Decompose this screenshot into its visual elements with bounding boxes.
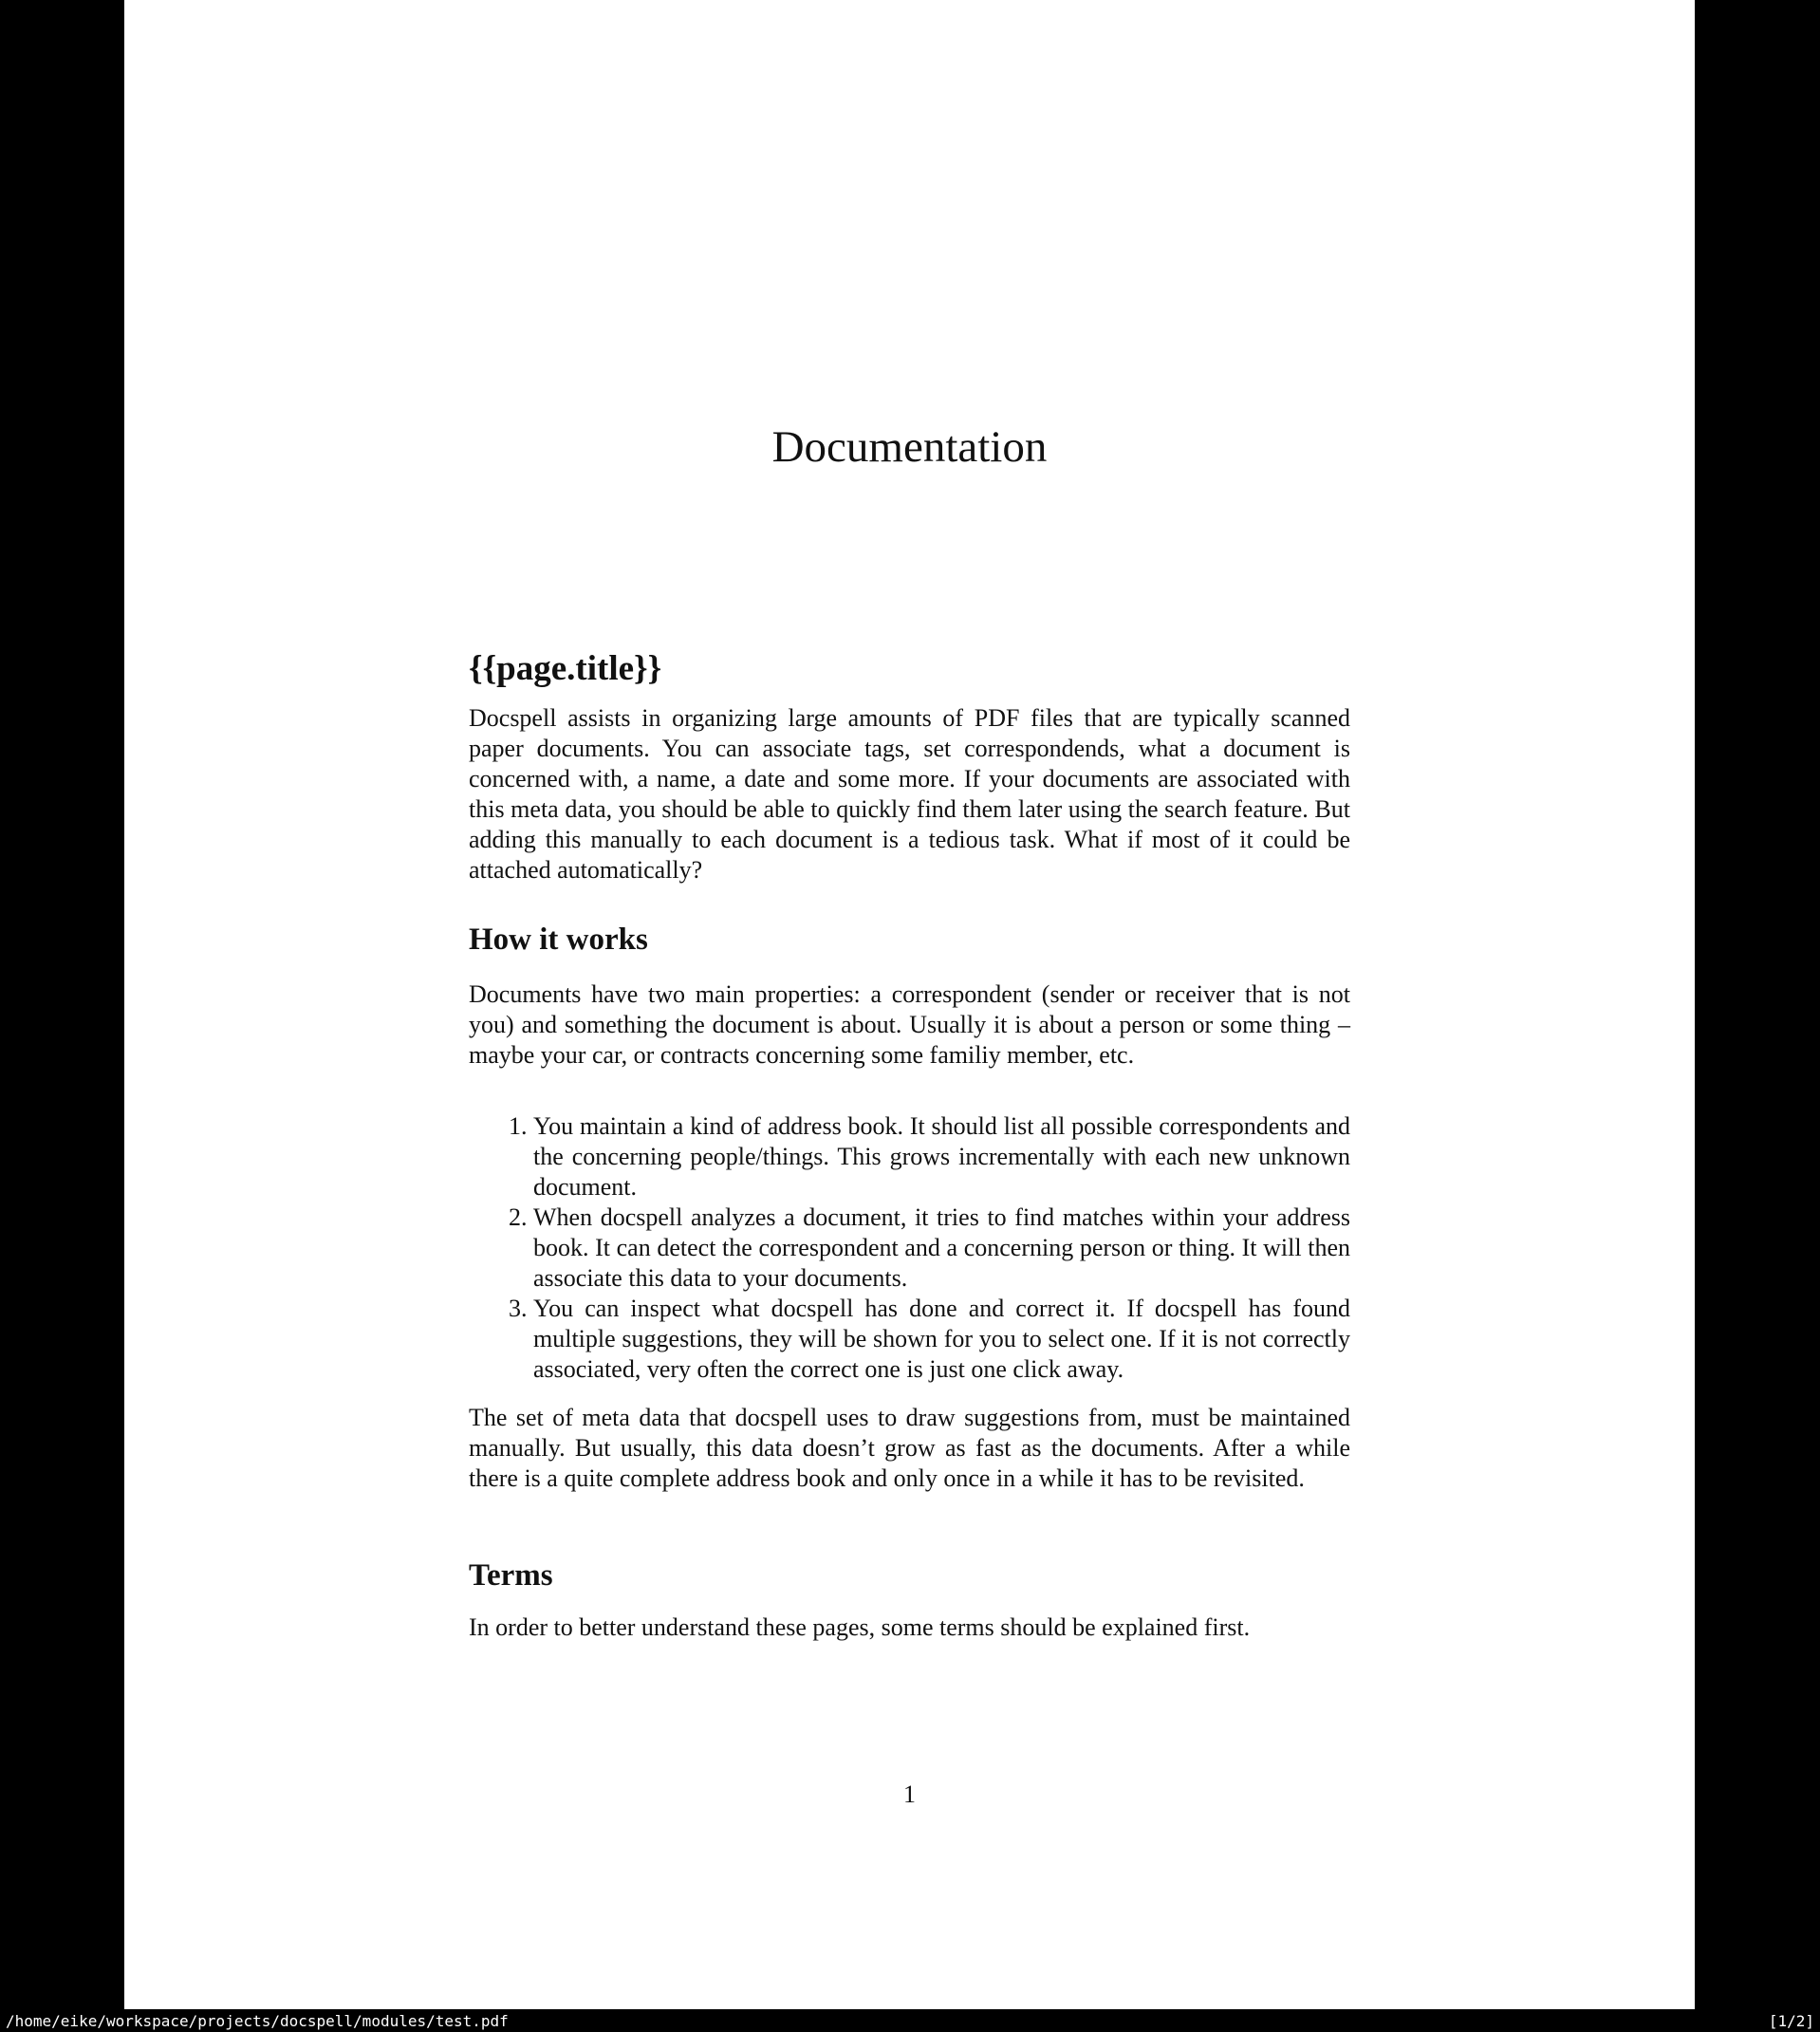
page-title-heading: {{page.title}} bbox=[469, 649, 662, 688]
how-it-works-paragraph: Documents have two main properties: a correspondent (sender or receiver that is not you) and something the document is about. Usually it is about a person or some thing – maybe your car, or contracts concerning some familiy member, etc. bbox=[469, 980, 1350, 1069]
section-heading-terms: Terms bbox=[469, 1558, 553, 1593]
page-number: 1 bbox=[903, 1780, 916, 1808]
outro-paragraph: The set of meta data that docspell uses to draw suggestions from, must be maintained manually. But usually, this data doesn’t grow as fast as the documents. After a while there is a quite complete address book and only once in a while it has to be revisited. bbox=[469, 1404, 1350, 1492]
page-indicator: [1/2] bbox=[1768, 2011, 1814, 2030]
list-item: 3. You can inspect what docspell has done and correct it. If docspell has found multiple suggestions, they will be shown for you to select one. If it is not correctly associated, very often the correct one is just one click away. bbox=[533, 1294, 1350, 1385]
intro-paragraph: Docspell assists in organizing large amounts of PDF files that are typically scanned paper documents. You can associate tags, set correspondends, what a document is concerned with, a name, a date and some more. If your documents are associated with this meta data, you should be able to quickly find them later using the search feature. But adding this manually to each document is a tedious task. What if most of it could be attached automatically? bbox=[469, 704, 1350, 884]
text-column bbox=[469, 0, 1350, 2009]
status-bar bbox=[0, 2009, 1820, 2032]
steps-list bbox=[469, 1111, 1350, 1385]
terms-paragraph: In order to better understand these pages, some terms should be explained first. bbox=[469, 1613, 1251, 1641]
list-item: 1. You maintain a kind of address book. It should list all possible correspondents and the concerning people/things. This grows incrementally with each new unknown document. bbox=[533, 1111, 1350, 1202]
file-path: /home/eike/workspace/projects/docspell/modules/test.pdf bbox=[6, 2011, 509, 2030]
list-item: 2. When docspell analyzes a document, it tries to find matches within your address book. It can detect the correspondent and a concerning person or thing. It will then associate this data to your documents. bbox=[533, 1202, 1350, 1294]
document-page[interactable] bbox=[124, 0, 1695, 2009]
section-heading-how-it-works: How it works bbox=[469, 923, 648, 957]
document-title: Documentation bbox=[771, 422, 1048, 472]
